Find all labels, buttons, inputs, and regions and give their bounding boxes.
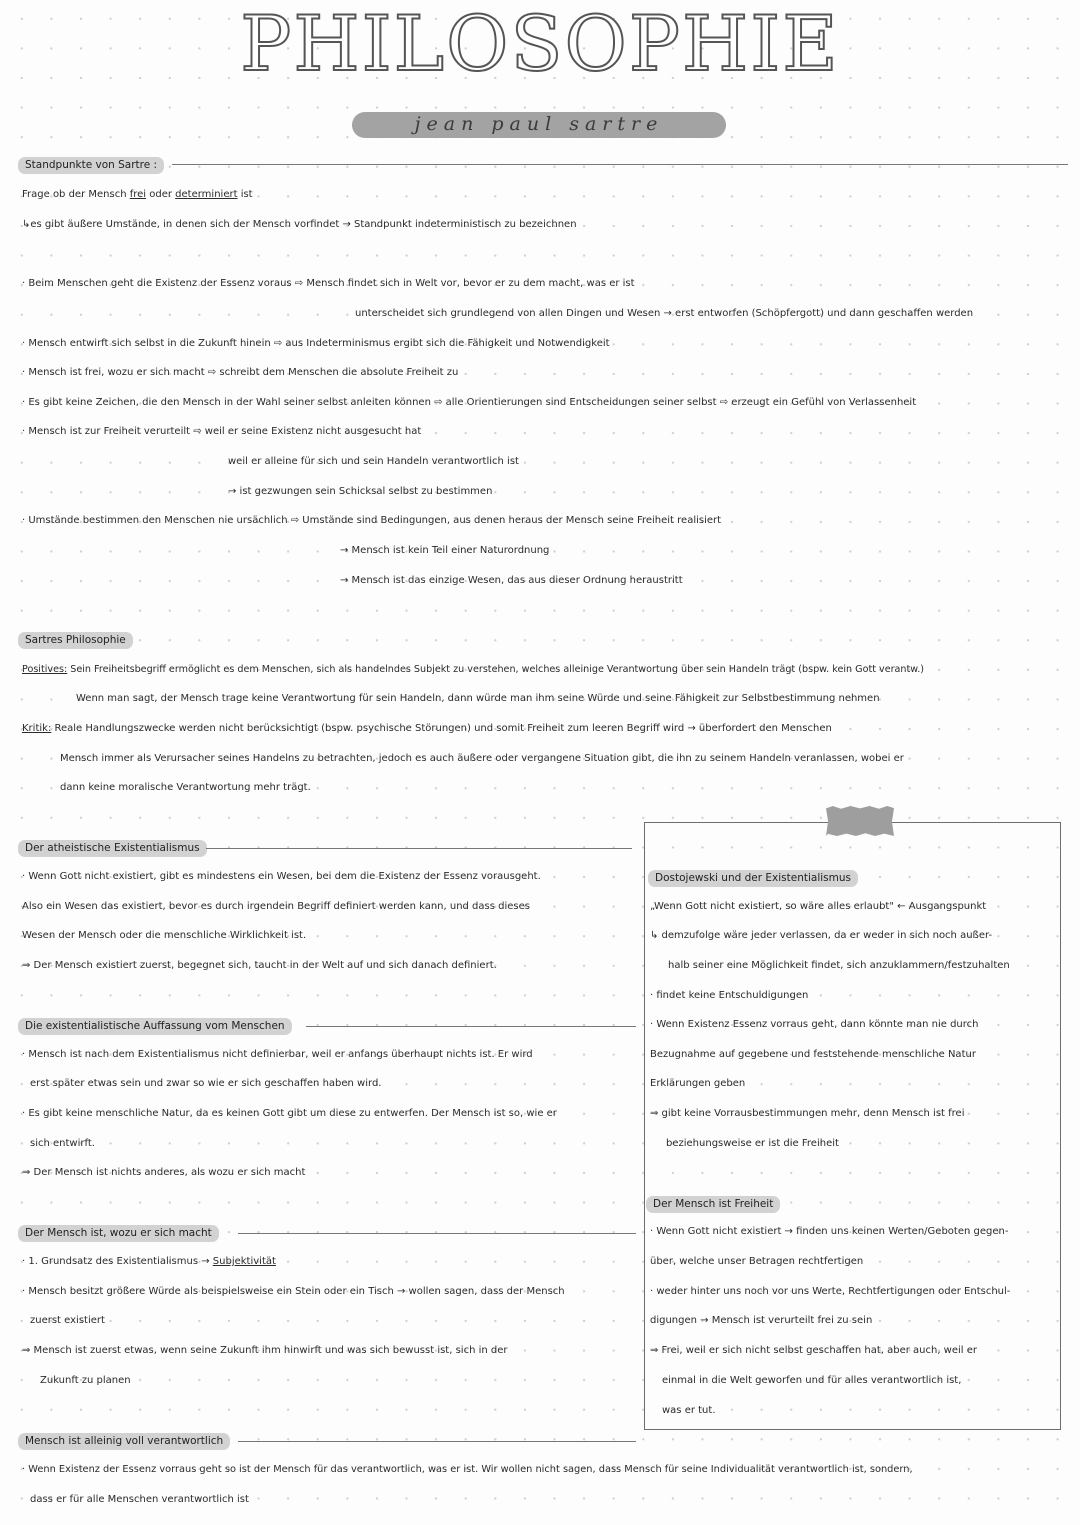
heading-sartres-philosophie: Sartres Philosophie: [18, 632, 133, 649]
text-line: ↳ demzufolge wäre jeder verlassen, da er weder in sich noch außer-: [650, 930, 993, 941]
heading-existentialistische-auffassung: Die existentialistische Auffassung vom Menschen: [18, 1018, 292, 1035]
text-line: · Wenn Gott nicht existiert, gibt es mindestens ein Wesen, bei dem die Existenz der Essenz vorausgeht.: [22, 871, 541, 882]
text-line: Mensch immer als Verursacher seines Handelns zu betrachten, jedoch es auch äußere oder vergangene Situation gibt, die ihn zu seinem Handeln veranlassen, wobei er: [60, 753, 904, 764]
text-line: → ist gezwungen sein Schicksal selbst zu bestimmen: [228, 486, 493, 497]
heading-alleinig-verantwortlich: Mensch ist alleinig voll verantwortlich: [18, 1433, 230, 1450]
text-line: · Es gibt keine menschliche Natur, da es keinen Gott gibt um diese zu entwerfen. Der Mensch ist so, wie er: [22, 1108, 557, 1119]
text-line: erst später etwas sein und zwar so wie er sich geschaffen haben wird.: [30, 1078, 382, 1089]
heading-dostojewski: Dostojewski und der Existentialismus: [648, 870, 858, 887]
heading-wozu-er-sich-macht: Der Mensch ist, wozu er sich macht: [18, 1225, 219, 1242]
text-line: Erklärungen geben: [650, 1078, 746, 1089]
heading-standpunkte: Standpunkte von Sartre :: [18, 157, 164, 174]
text-line: · Mensch ist zur Freiheit verurteilt ⇨ weil er seine Existenz nicht ausgesucht hat: [22, 426, 422, 437]
subtitle-banner: jean paul sartre: [352, 112, 726, 138]
text-line: halb seiner eine Möglichkeit findet, sich anzuklammern/festzuhalten: [668, 960, 1010, 971]
text-line: · Beim Menschen geht die Existenz der Essenz voraus ⇨ Mensch findet sich in Welt vor, bevor er zu dem macht, was er ist: [22, 278, 635, 289]
text-line: Zukunft zu planen: [40, 1375, 131, 1386]
text-line: · Umstände bestimmen den Menschen nie ursächlich ⇨ Umstände sind Bedingungen, aus denen heraus der Mensch seine Freiheit realisiert: [22, 515, 722, 526]
text-line: sich entwirft.: [30, 1138, 95, 1149]
text-line: → Mensch ist das einzige Wesen, das aus dieser Ordnung heraustritt: [340, 575, 683, 586]
text-line: Wenn man sagt, der Mensch trage keine Verantwortung für sein Handeln, dann würde man ihm seine Würde und seine Fähigkeit zur Selbstbestimmung nehmen: [76, 693, 880, 704]
text-line: · Mensch entwirft sich selbst in die Zukunft hinein ⇨ aus Indeterminismus ergibt sich die Fähigkeit und Notwendigkeit: [22, 338, 610, 349]
text-line: · Wenn Existenz Essenz vorraus geht, dann könnte man nie durch: [650, 1019, 979, 1030]
text-line: was er tut.: [662, 1405, 716, 1416]
text-line: Kritik: Reale Handlungszwecke werden nicht berücksichtigt (bspw. psychische Störungen) und somit Freiheit zum leeren Begriff wird → überfordert den Menschen: [22, 723, 832, 734]
text-line: ↳es gibt äußere Umstände, in denen sich der Mensch vorfindet → Standpunkt indeterministisch zu bezeichnen: [22, 219, 577, 230]
page-title: PHILOSOPHIE: [240, 0, 840, 88]
text-line: ⇒ gibt keine Vorrausbestimmungen mehr, denn Mensch ist frei: [650, 1108, 965, 1119]
text-line: dann keine moralische Verantwortung mehr trägt.: [60, 782, 311, 793]
text-line: über, welche unser Betragen rechtfertigen: [650, 1256, 864, 1267]
text-line: Positives: Sein Freiheitsbegriff ermöglicht es dem Menschen, sich als handelndes Subjekt zu verstehen, welches alleinige Verantwortung über sein Handeln trägt (bspw. kein Gott verantw.): [22, 664, 925, 675]
divider-line: [206, 848, 632, 849]
text-line: · Mensch ist frei, wozu er sich macht ⇨ schreibt dem Menschen die absolute Freiheit zu: [22, 367, 459, 378]
divider-line: [172, 164, 1068, 165]
text-line: · Wenn Existenz der Essenz vorraus geht so ist der Mensch für das verantwortlich, was er ist. Wir wollen nicht sagen, dass Mensch für seine Individualität verantwortlich ist, sondern,: [22, 1464, 913, 1475]
text-line: dass er für alle Menschen verantwortlich ist: [30, 1494, 249, 1505]
text-line: ⇒ Der Mensch existiert zuerst, begegnet sich, taucht in der Welt auf und sich danach definiert.: [22, 960, 497, 971]
text-line: unterscheidet sich grundlegend von allen Dingen und Wesen → erst entworfen (Schöpfergott) und dann geschaffen werden: [355, 308, 974, 319]
text-line: · Mensch ist nach dem Existentialismus nicht definierbar, weil er anfangs überhaupt nichts ist. Er wird: [22, 1049, 533, 1060]
text-line: „Wenn Gott nicht existiert, so wäre alles erlaubt" ← Ausgangspunkt: [650, 901, 987, 912]
text-line: → Mensch ist kein Teil einer Naturordnung: [340, 545, 550, 556]
text-line: weil er alleine für sich und sein Handeln verantwortlich ist: [228, 456, 519, 467]
divider-line: [238, 1441, 636, 1442]
text-line: digungen → Mensch ist verurteilt frei zu sein: [650, 1315, 873, 1326]
divider-line: [306, 1026, 636, 1027]
text-line: · Mensch besitzt größere Würde als beispielsweise ein Stein oder ein Tisch → wollen sagen, dass der Mensch: [22, 1286, 565, 1297]
text-line: zuerst existiert: [30, 1315, 105, 1326]
text-line: ⇒ Der Mensch ist nichts anderes, als wozu er sich macht: [22, 1167, 306, 1178]
text-line: beziehungsweise er ist die Freiheit: [666, 1138, 839, 1149]
heading-atheistischer-existentialismus: Der atheistische Existentialismus: [18, 840, 207, 857]
text-line: Wesen der Mensch oder die menschliche Wirklichkeit ist.: [22, 930, 307, 941]
text-line: · weder hinter uns noch vor uns Werte, Rechtfertigungen oder Entschul-: [650, 1286, 1011, 1297]
tape-decoration: [826, 806, 894, 836]
text-line: · 1. Grundsatz des Existentialismus → Subjektivität: [22, 1256, 276, 1267]
text-line: ⇒ Frei, weil er sich nicht selbst geschaffen hat, aber auch, weil er: [650, 1345, 978, 1356]
text-line: · Wenn Gott nicht existiert → finden uns keinen Werten/Geboten gegen-: [650, 1226, 1009, 1237]
text-line: · findet keine Entschuldigungen: [650, 990, 809, 1001]
text-line: ⇒ Mensch ist zuerst etwas, wenn seine Zukunft ihm hinwirft und was sich bewusst ist, sich in der: [22, 1345, 508, 1356]
divider-line: [238, 1233, 636, 1234]
text-line: einmal in die Welt geworfen und für alles verantwortlich ist,: [662, 1375, 962, 1386]
text-line: · Es gibt keine Zeichen, die den Mensch in der Wahl seiner selbst anleiten können ⇨ alle Orientierungen sind Entscheidungen seiner selbst ⇨ erzeugt ein Gefühl von Verlassenheit: [22, 397, 917, 408]
heading-mensch-ist-freiheit: Der Mensch ist Freiheit: [646, 1196, 780, 1213]
text-line: Also ein Wesen das existiert, bevor es durch irgendein Begriff definiert werden kann, und dass dieses: [22, 901, 530, 912]
text-line: Frage ob der Mensch frei oder determiniert ist: [22, 189, 253, 200]
text-line: Bezugnahme auf gegebene und feststehende menschliche Natur: [650, 1049, 976, 1060]
